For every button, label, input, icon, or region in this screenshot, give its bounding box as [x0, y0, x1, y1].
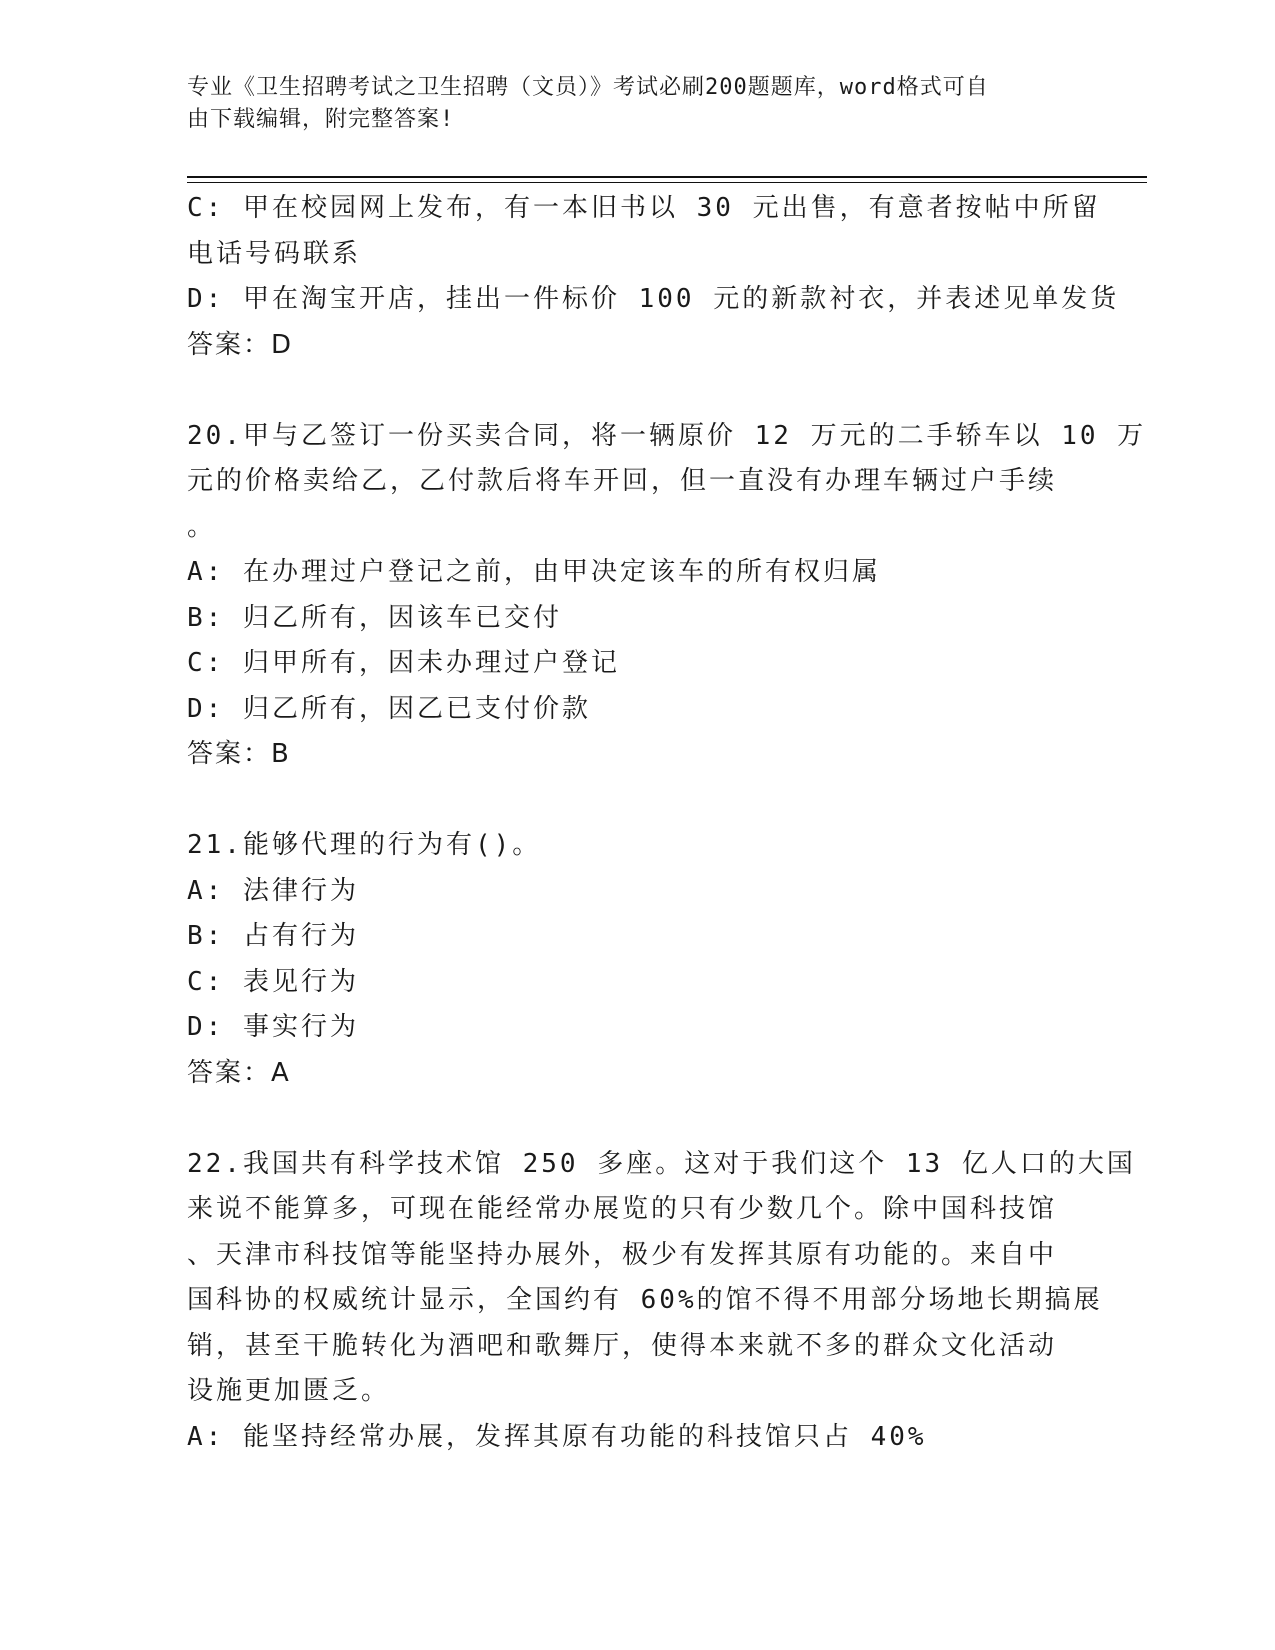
option-c-line-1: C: 甲在校园网上发布，有一本旧书以 30 元出售，有意者按帖中所留 — [187, 193, 1101, 223]
option-a: A: 在办理过户登记之前，由甲决定该车的所有权归属 — [187, 557, 881, 587]
spacer — [187, 1096, 1087, 1142]
question-stem-line-3: 、天津市科技馆等能坚持办展外，极少有发挥其原有功能的。来自中 — [187, 1239, 1058, 1270]
question-stem-line-3: 。 — [187, 511, 217, 542]
question-stem-line-5: 销，甚至干脆转化为酒吧和歌舞厅，使得本来就不多的群众文化活动 — [187, 1330, 1058, 1361]
option-b: B: 占有行为 — [187, 921, 359, 951]
question-19-tail — [187, 186, 1120, 368]
question-stem-line-4: 国科协的权威统计显示，全国约有 60%的馆不得不用部分场地长期搞展 — [187, 1285, 1103, 1315]
option-c: C: 表见行为 — [187, 966, 359, 997]
header-divider-thin — [187, 182, 1147, 183]
question-21 — [187, 823, 1087, 1096]
question-stem: 21.能够代理的行为有()。 — [187, 830, 542, 860]
question-stem-line-6: 设施更加匮乏。 — [187, 1376, 391, 1406]
option-d: D: 归乙所有，因乙已支付价款 — [187, 693, 591, 724]
question-22 — [187, 1142, 1136, 1461]
header-divider-thick — [187, 176, 1147, 178]
question-stem-line-1: 20.甲与乙签订一份买卖合同，将一辆原价 12 万元的二手轿车以 10 万 — [187, 420, 1147, 451]
document-header — [187, 72, 1067, 136]
spacer — [187, 368, 1087, 414]
option-a: A: 法律行为 — [187, 875, 359, 906]
question-stem-line-2: 元的价格卖给乙，乙付款后将车开回，但一直没有办理车辆过户手续 — [187, 466, 1058, 496]
option-a: A: 能坚持经常办展，发挥其原有功能的科技馆只占 40% — [187, 1421, 927, 1452]
answer-20: 答案：B — [187, 739, 291, 769]
header-line-2: 由下载编辑，附完整答案! — [187, 107, 455, 132]
question-20 — [187, 414, 1147, 778]
header-line-1: 专业《卫生招聘考试之卫生招聘（文员）》考试必刷200题题库，word格式可自 — [187, 75, 989, 100]
question-stem-line-1: 22.我国共有科学技术馆 250 多座。这对于我们这个 13 亿人口的大国 — [187, 1148, 1136, 1179]
option-b: B: 归乙所有，因该车已交付 — [187, 602, 562, 633]
answer-21: 答案：A — [187, 1057, 291, 1088]
answer-19: 答案：D — [187, 329, 294, 360]
option-d: D: 事实行为 — [187, 1012, 359, 1042]
option-c: C: 归甲所有，因未办理过户登记 — [187, 648, 620, 678]
option-c-line-2: 电话号码联系 — [187, 238, 362, 269]
option-d: D: 甲在淘宝开店，挂出一件标价 100 元的新款衬衣，并表述见单发货 — [187, 284, 1120, 314]
spacer — [187, 778, 1087, 824]
question-content — [187, 186, 1147, 1460]
question-stem-line-2: 来说不能算多，可现在能经常办展览的只有少数几个。除中国科技馆 — [187, 1194, 1058, 1224]
